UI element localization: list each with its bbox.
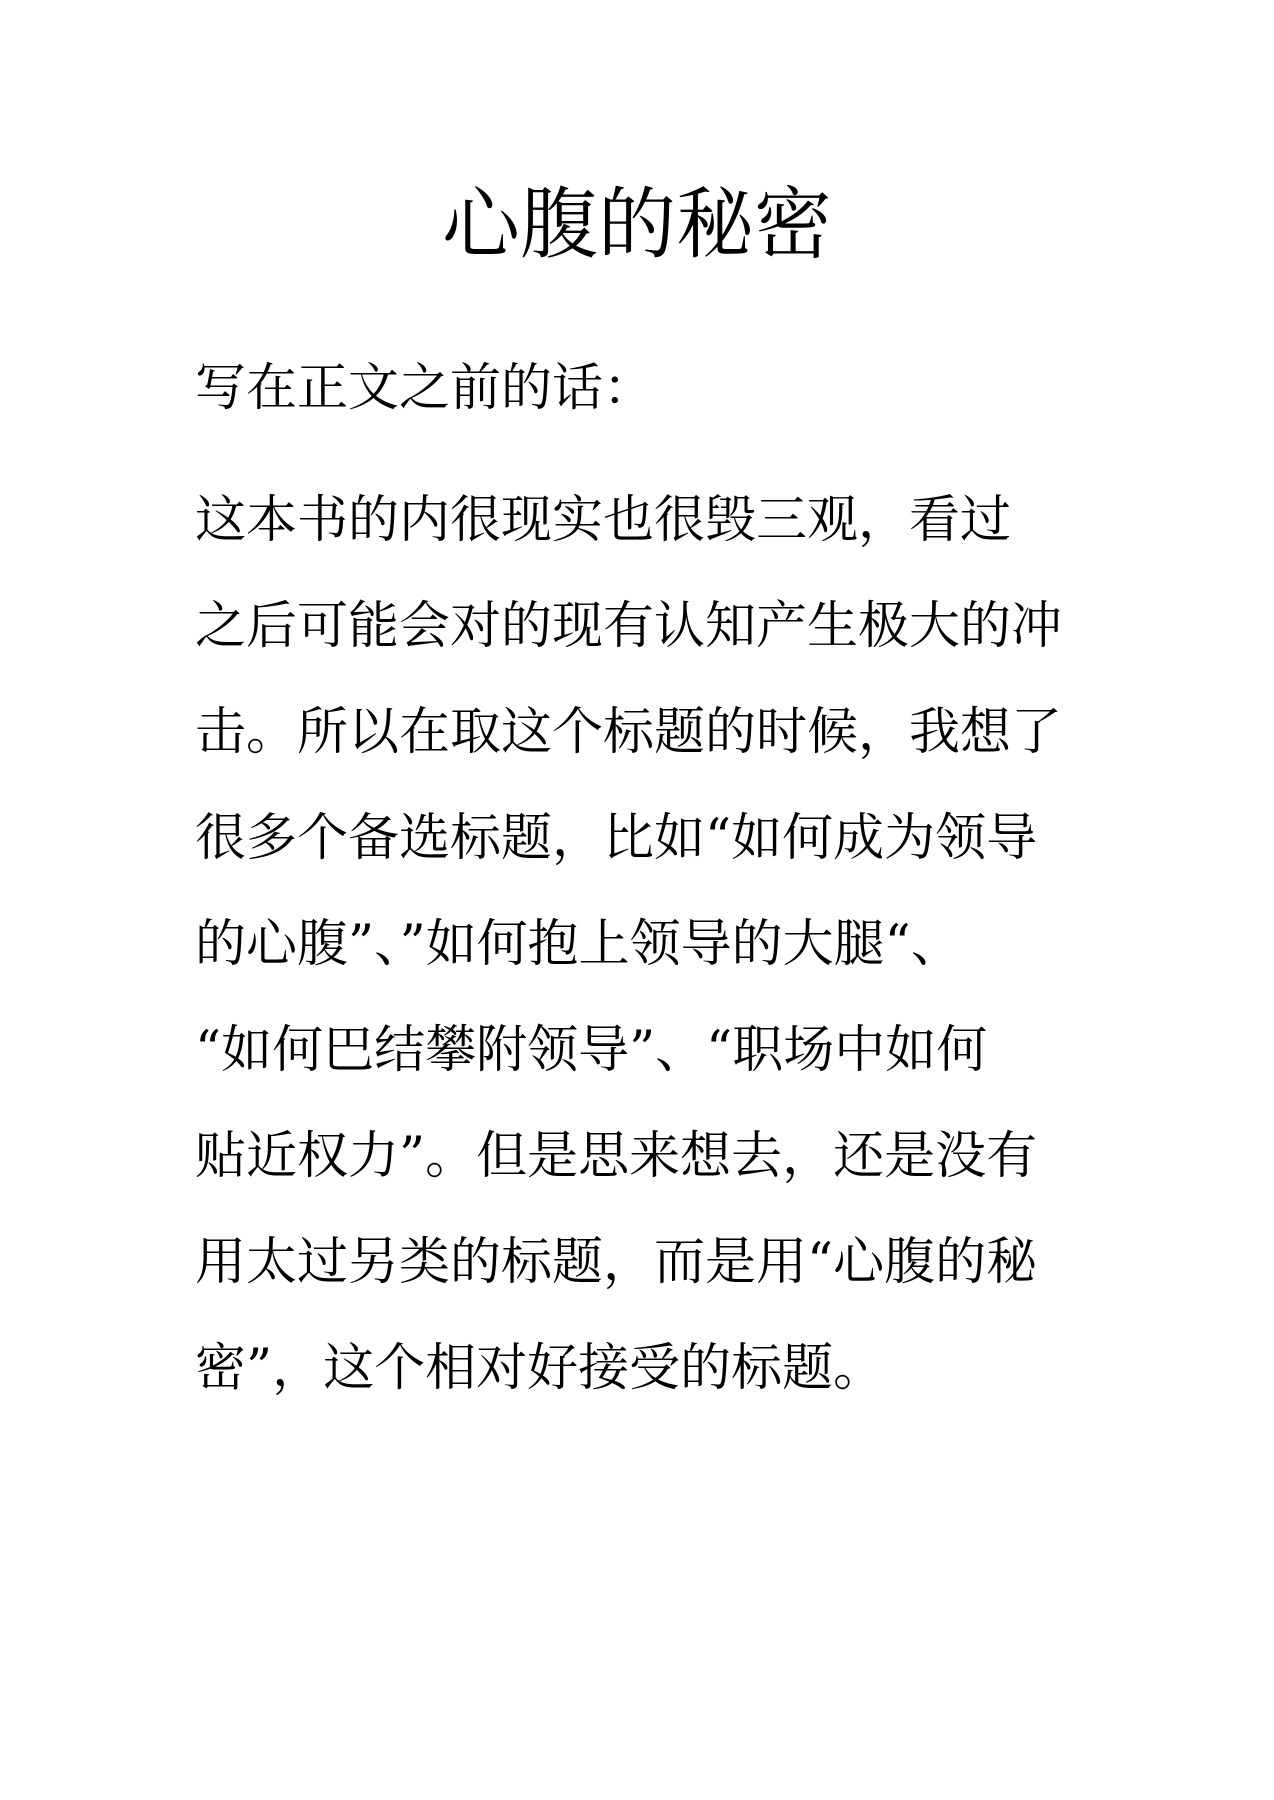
paragraph-line: 密”，这个相对好接受的标题。 xyxy=(195,1339,885,1398)
paragraph-line: “如何巴结攀附领导”、“职场中如何 xyxy=(195,1021,988,1080)
paragraph-line: 之后可能会对的现有认知产生极大的冲 xyxy=(195,597,1063,656)
paragraph-line: 很多个备选标题，比如“如何成为领导 xyxy=(195,809,1038,868)
preface-heading: 写在正文之前的话： xyxy=(195,359,655,418)
paragraph-line: 的心腹”、”如何抱上领导的大腿“、 xyxy=(195,915,962,974)
paragraph-line: 这本书的内很现实也很毁三观，看过 xyxy=(195,491,1012,550)
paragraph-line: 贴近权力”。但是思来想去，还是没有 xyxy=(195,1127,1038,1186)
paragraph-line: 用太过另类的标题，而是用“心腹的秘 xyxy=(195,1233,1038,1292)
paragraph-line: 击。所以在取这个标题的时候，我想了 xyxy=(195,703,1063,762)
document-title: 心腹的秘密 xyxy=(441,180,832,270)
